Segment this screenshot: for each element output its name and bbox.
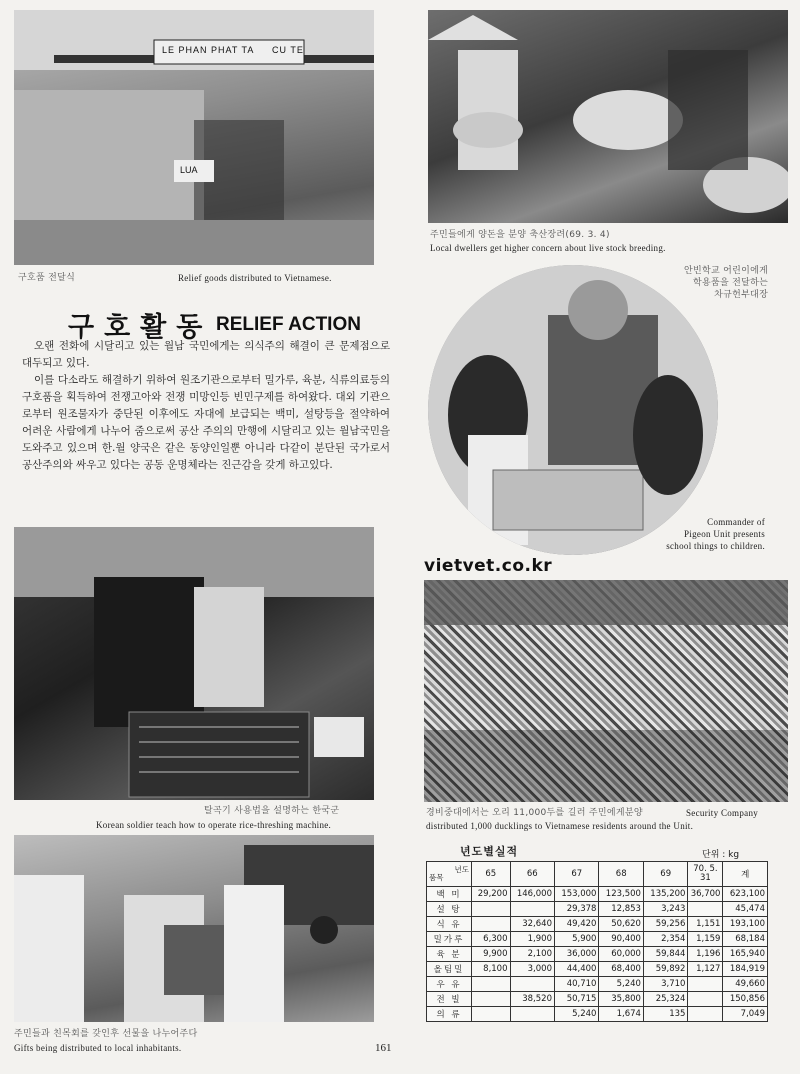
- livestock-caption-en: Local dwellers get higher concern about live stock breeding.: [430, 243, 666, 253]
- article-title-en: RELIEF ACTION: [216, 314, 361, 335]
- table-cell: 38,520: [510, 992, 554, 1007]
- table-cell: 184,919: [723, 962, 768, 977]
- table-cell: 59,892: [643, 962, 687, 977]
- table-cell: 59,844: [643, 947, 687, 962]
- row-item-label: 의 류: [427, 1007, 472, 1022]
- table-cell: [510, 977, 554, 992]
- sack-label: LUA: [180, 165, 198, 175]
- watermark-site: vietvet.co.kr: [424, 556, 553, 576]
- thresher-caption-ko: 탈곡기 사용법을 설명하는 한국군: [204, 806, 340, 816]
- table-cell: [472, 902, 511, 917]
- table-cell: 165,940: [723, 947, 768, 962]
- table-cell: [510, 902, 554, 917]
- relief-goods-caption-en: Relief goods distributed to Vietnamese.: [178, 273, 332, 283]
- table-cell: [472, 917, 511, 932]
- table-cell: 1,127: [688, 962, 723, 977]
- banner-text-2: CU TE: [272, 45, 304, 55]
- table-cell: 8,100: [472, 962, 511, 977]
- table-cell: 1,159: [688, 932, 723, 947]
- table-cell: 153,000: [554, 887, 598, 902]
- row-item-label: 백 미: [427, 887, 472, 902]
- table-cell: [688, 977, 723, 992]
- column-header: 68: [599, 862, 643, 887]
- table-cell: 7,049: [723, 1007, 768, 1022]
- table-cell: [472, 992, 511, 1007]
- table-cell: 35,800: [599, 992, 643, 1007]
- table-cell: 146,000: [510, 887, 554, 902]
- photo-thresher: [14, 527, 374, 800]
- table-cell: 29,200: [472, 887, 511, 902]
- table-cell: 193,100: [723, 917, 768, 932]
- table-cell: 5,240: [554, 1007, 598, 1022]
- table-cell: 3,000: [510, 962, 554, 977]
- table-cell: 49,660: [723, 977, 768, 992]
- table-cell: 68,400: [599, 962, 643, 977]
- table-cell: [472, 1007, 511, 1022]
- table-body: [427, 887, 768, 1022]
- photo-relief-goods: [14, 10, 374, 265]
- article-paragraph: 오랜 전화에 시달리고 있는 월남 국민에게는 의식주의 해결이 큰 문제점으로 대두되고 있다.: [22, 340, 390, 369]
- table-cell: 150,856: [723, 992, 768, 1007]
- table-unit: 단위 : kg: [702, 850, 740, 860]
- table-row: [427, 1007, 768, 1022]
- column-header: 계: [723, 862, 768, 887]
- table-cell: 68,184: [723, 932, 768, 947]
- table-cell: 1,151: [688, 917, 723, 932]
- table-cell: 45,474: [723, 902, 768, 917]
- gifts-caption-en: Gifts being distributed to local inhabitants.: [14, 1043, 182, 1053]
- table-cell: [688, 1007, 723, 1022]
- table-cell: 60,000: [599, 947, 643, 962]
- relief-goods-caption-ko: 구호품 전달식: [18, 273, 76, 283]
- table-cell: 59,256: [643, 917, 687, 932]
- table-cell: 3,243: [643, 902, 687, 917]
- table-cell: 9,900: [472, 947, 511, 962]
- table-cell: 6,300: [472, 932, 511, 947]
- thresher-caption-en: Korean soldier teach how to operate rice-threshing machine.: [96, 820, 332, 830]
- school-caption-en: Commander of Pigeon Unit presents school things to children.: [666, 517, 765, 551]
- row-item-label: 밀가루: [427, 932, 472, 947]
- table-cell: 44,400: [554, 962, 598, 977]
- table-cell: [472, 977, 511, 992]
- table-row: [427, 917, 768, 932]
- table-cell: 32,640: [510, 917, 554, 932]
- table-cell: [688, 992, 723, 1007]
- table-cell: 1,674: [599, 1007, 643, 1022]
- row-item-label: 올팀밀: [427, 962, 472, 977]
- column-header: 67: [554, 862, 598, 887]
- table-cell: 90,400: [599, 932, 643, 947]
- table-cell: 50,620: [599, 917, 643, 932]
- column-header: 70. 5. 31: [688, 862, 723, 887]
- table-cell: 36,000: [554, 947, 598, 962]
- table-cell: 123,500: [599, 887, 643, 902]
- table-cell: 135: [643, 1007, 687, 1022]
- column-header: 66: [510, 862, 554, 887]
- gifts-caption-ko: 주민들과 친목회를 갖인후 선물을 나누어주다: [14, 1029, 198, 1039]
- duck-caption-en-2: distributed 1,000 ducklings to Vietnamese residents around the Unit.: [426, 821, 694, 831]
- table-cell: [688, 902, 723, 917]
- table-cell: 50,715: [554, 992, 598, 1007]
- article-title-ko: 구호활동: [68, 312, 213, 343]
- table-cell: 1,196: [688, 947, 723, 962]
- table-cell: 49,420: [554, 917, 598, 932]
- table-cell: 3,710: [643, 977, 687, 992]
- yearly-results-table: [426, 861, 768, 1022]
- table-row: [427, 902, 768, 917]
- table-row: [427, 887, 768, 902]
- table-cell: 36,700: [688, 887, 723, 902]
- table-row: [427, 992, 768, 1007]
- photo-ducks: [424, 580, 788, 802]
- duck-caption-en-1: Security Company: [686, 808, 759, 818]
- table-cell: 29,378: [554, 902, 598, 917]
- photo-livestock: [428, 10, 788, 223]
- column-header: 65: [472, 862, 511, 887]
- table-cell: 2,354: [643, 932, 687, 947]
- table-cell: 135,200: [643, 887, 687, 902]
- article-paragraph: 이를 다소라도 해결하기 위하여 원조기관으로부터 밀가루, 육분, 식류의료등의 구호품을 획득하여 전쟁고아와 전쟁 미망인등 빈민구제를 하여왔다. 대외 기관으로부터 원조물자가 중단된 이후에도 자대에 보급되는 백미, 설탕등을 절약하여 어려운 사람에게 나누어 줌으로써 공산 주의의 만행에 시달리고 있는 월남국민을 도와주고 있으며 한.월 양국은 같은 동양인일뿐 아니라 다같이 분단된 국가로서 공산주의와 싸우고 있다는 공동 운명체라는 진근감을 갖게 하고있다.: [22, 374, 390, 471]
- table-cell: 40,710: [554, 977, 598, 992]
- photo-school-things: [428, 265, 718, 555]
- table-cell: 12,853: [599, 902, 643, 917]
- table-cell: 2,100: [510, 947, 554, 962]
- table-cell: 5,240: [599, 977, 643, 992]
- row-item-label: 식 유: [427, 917, 472, 932]
- page-number: 161: [375, 1042, 392, 1054]
- column-header: 69: [643, 862, 687, 887]
- school-caption-ko: 안빈학교 어린이에게 학용품을 전달하는 차규헌부대장: [684, 266, 769, 300]
- table-row: [427, 962, 768, 977]
- banner-text: LE PHAN PHAT TA: [162, 45, 255, 55]
- livestock-caption-ko: 주민들에게 양돈을 분양 축산장려(69. 3. 4): [430, 230, 610, 240]
- table-cell: [510, 1007, 554, 1022]
- duck-caption-ko: 경비중대에서는 오리 11,000두를 길러 주민에게분양: [426, 808, 643, 818]
- row-item-label: 육 분: [427, 947, 472, 962]
- table-cell: 25,324: [643, 992, 687, 1007]
- table-title: 년도별실적: [460, 845, 519, 858]
- row-item-label: 우 유: [427, 977, 472, 992]
- table-row: [427, 947, 768, 962]
- table-header-row: [427, 862, 768, 887]
- table-corner-cell: 년도 품목: [427, 862, 472, 887]
- row-item-label: 전 빌: [427, 992, 472, 1007]
- photo-gifts: [14, 835, 374, 1022]
- row-item-label: 설 탕: [427, 902, 472, 917]
- table-row: [427, 977, 768, 992]
- table-row: [427, 932, 768, 947]
- article-body: [22, 338, 390, 474]
- table-cell: 5,900: [554, 932, 598, 947]
- table-cell: 623,100: [723, 887, 768, 902]
- table-cell: 1,900: [510, 932, 554, 947]
